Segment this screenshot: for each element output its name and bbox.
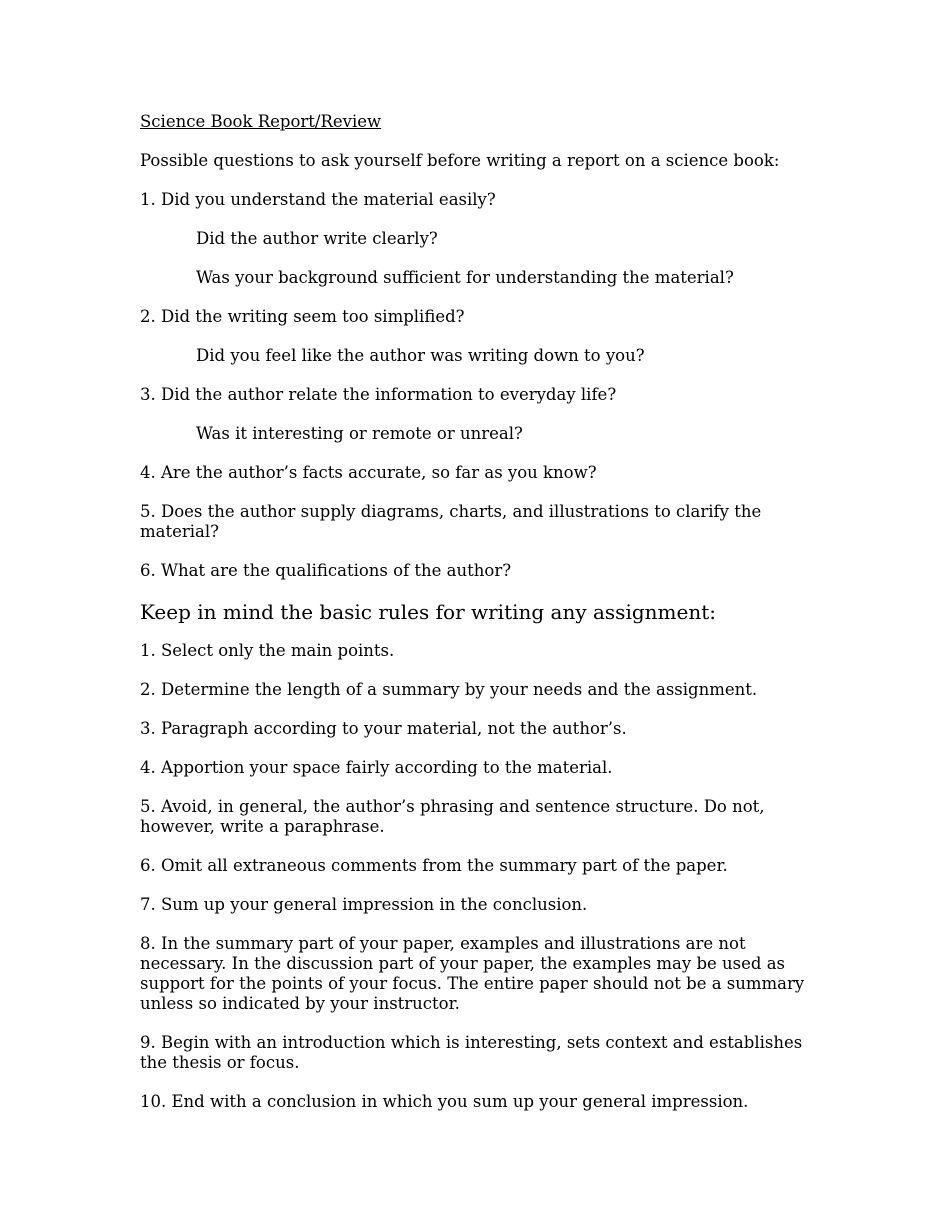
question-subitem: Did the author write clearly?: [196, 229, 438, 248]
question-item: 1. Did you understand the material easily?: [140, 190, 496, 209]
document-title: Science Book Report/Review: [140, 112, 382, 131]
question-item: 5. Does the author supply diagrams, charts, and illustrations to clarify the material?: [140, 502, 762, 541]
rule-item: 10. End with a conclusion in which you sum up your general impression.: [140, 1092, 749, 1111]
rule-item: 4. Apportion your space fairly according to the material.: [140, 758, 613, 777]
rules-list: [140, 641, 820, 1112]
rule-item: 8. In the summary part of your paper, examples and illustrations are not necessary. In the discussion part of your paper, the examples may be used as support for the points of your focus. The entire paper should not be a summary unless so indicated by your instructor.: [140, 934, 805, 1013]
rule-item: 6. Omit all extraneous comments from the summary part of the paper.: [140, 856, 728, 875]
question-item: 4. Are the author’s facts accurate, so far as you know?: [140, 463, 597, 482]
intro-text: Possible questions to ask yourself before writing a report on a science book:: [140, 151, 780, 170]
rule-item: 5. Avoid, in general, the author’s phrasing and sentence structure. Do not, however, write a paraphrase.: [140, 797, 765, 836]
question-subitem: Was it interesting or remote or unreal?: [196, 424, 523, 443]
question-item: 6. What are the qualifications of the author?: [140, 561, 512, 580]
question-subitem: Did you feel like the author was writing down to you?: [196, 346, 645, 365]
rule-item: 2. Determine the length of a summary by your needs and the assignment.: [140, 680, 758, 699]
question-subitem: Was your background sufficient for understanding the material?: [196, 268, 734, 287]
document-page: [140, 112, 820, 1112]
question-item: 2. Did the writing seem too simplified?: [140, 307, 465, 326]
rule-item: 7. Sum up your general impression in the conclusion.: [140, 895, 588, 914]
question-item: 3. Did the author relate the information to everyday life?: [140, 385, 617, 404]
rule-item: 1. Select only the main points.: [140, 641, 395, 660]
rules-heading: Keep in mind the basic rules for writing any assignment:: [140, 600, 716, 624]
rule-item: 3. Paragraph according to your material, not the author’s.: [140, 719, 627, 738]
rule-item: 9. Begin with an introduction which is interesting, sets context and establishes the thesis or focus.: [140, 1033, 803, 1072]
question-list: [140, 190, 820, 581]
